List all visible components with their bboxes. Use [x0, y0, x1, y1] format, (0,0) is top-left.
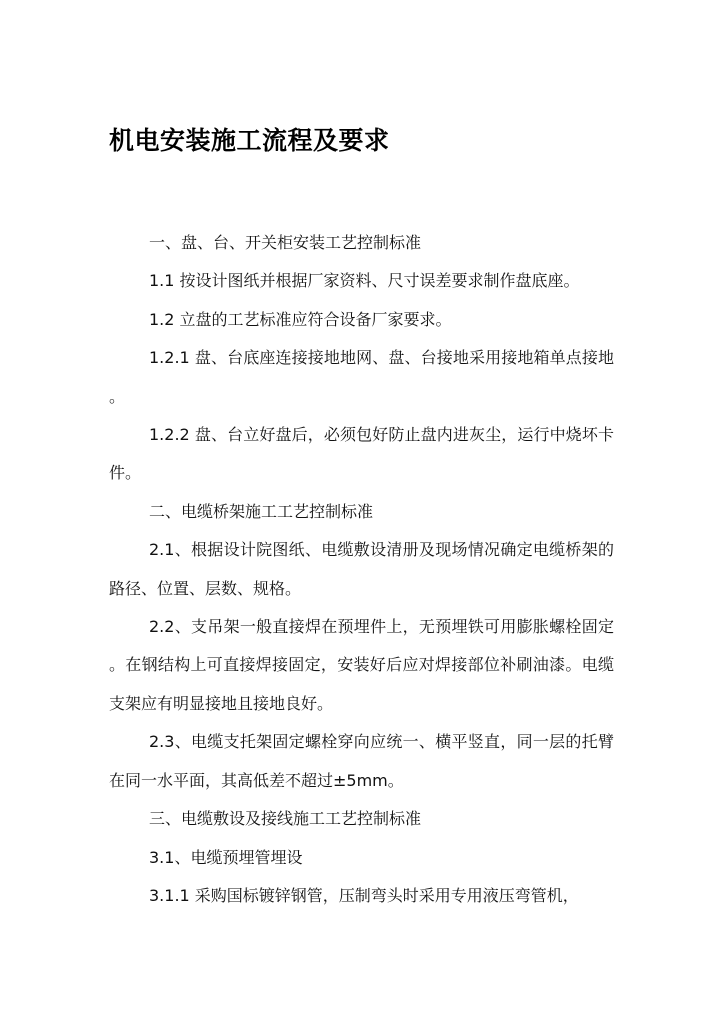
paragraph-1-1: 1.1 按设计图纸并根据厂家资料、尺寸误差要求制作盘底座。	[149, 271, 580, 291]
document-title: 机电安装施工流程及要求	[109, 126, 390, 155]
section-heading-3: 三、电缆敷设及接线施工工艺控制标准	[149, 809, 422, 829]
paragraph-2-3: 2.3、电缆支托架固定螺栓穿向应统一、横平竖直，同一层的托臂在同一水平面，其高低差不超过±5mm。	[109, 732, 614, 790]
paragraph-3-1-1: 3.1.1 采购国标镀锌钢管，压制弯头时采用专用液压弯管机，	[149, 885, 579, 905]
section-heading-1: 一、盘、台、开关柜安装工艺控制标准	[149, 233, 422, 252]
paragraph-1-2: 1.2 立盘的工艺标准应符合设备厂家要求。	[149, 309, 452, 329]
paragraph-2-1: 2.1、根据设计院图纸、电缆敷设清册及现场情况确定电缆桥架的路径、位置、层数、规格。	[109, 540, 614, 598]
paragraph-1-2-2: 1.2.2 盘、台立好盘后，必须包好防止盘内进灰尘，运行中烧坏卡件。	[109, 425, 614, 483]
paragraph-3-1: 3.1、电缆预埋管埋设	[149, 847, 303, 867]
paragraph-2-2: 2.2、支吊架一般直接焊在预埋件上，无预埋铁可用膨胀螺栓固定。在钢结构上可直接焊接固定，安装好后应对焊接部位补刷油漆。电缆支架应有明显接地且接地良好。	[109, 617, 614, 713]
document-body	[109, 224, 614, 915]
paragraph-1-2-1: 1.2.1 盘、台底座连接接地地网、盘、台接地采用接地箱单点接地。	[109, 348, 614, 406]
section-heading-2: 二、电缆桥架施工工艺控制标准	[149, 501, 374, 521]
